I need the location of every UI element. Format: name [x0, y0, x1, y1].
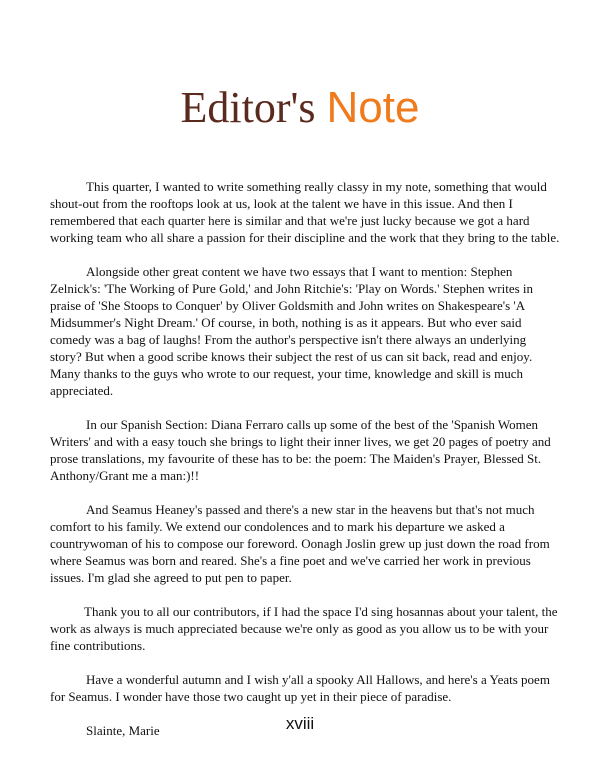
paragraph-spanish-section: In our Spanish Section: Diana Ferraro calls up some of the best of the 'Spanish Women Writers' and with a easy touch she brings to light their inner lives, we get 20 pages of poetry and prose translations, my favourite of these has to be: the poem: The Maiden's Prayer, Blessed St. Anthony/Grant me a man:)!!	[50, 417, 551, 483]
page-number: xviii	[285, 714, 315, 733]
editor-note-body	[50, 178, 560, 739]
page-title	[0, 80, 600, 136]
paragraph-essays: Alongside other great content we have two essays that I want to mention: Stephen Zelnick's: 'The Working of Pure Gold,' and John Ritchie's: 'Play on Words.' Stephen writes in praise of 'She Stoops to Conquer' by Oliver Goldsmith and John writes on Shakespeare's 'A Midsummer's Night Dream.' Of course, in both, nothing is as it appears. But who ever said comedy was a bag of laughs! From the author's perspective isn't there always an underlying story? But when a good scribe knows their subject the rest of us can sit back, read and enjoy. Many thanks to the guys who wrote to our request, your time, knowledge and skill is much appreciated.	[50, 264, 534, 398]
signoff: Slainte, Marie	[86, 723, 160, 738]
paragraph-thanks: Thank you to all our contributors, if I had the space I'd sing hosannas about your talent, the work as always is much appreciated because we're only as good as you allow us to be with your fine contributions.	[50, 604, 558, 653]
title-editors-word: Editor's	[180, 83, 316, 132]
paragraph-intro: This quarter, I wanted to write something really classy in my note, something that would shout-out from the rooftops look at us, look at the talent we have in this issue. And then I remembered that each quarter here is similar and that we're just lucky because we got a hard working team who all share a passion for their discipline and the work that they bring to the table.	[50, 179, 560, 245]
paragraph-seamus-heaney: And Seamus Heaney's passed and there's a new star in the heavens but that's not much comfort to his family. We extend our condolences and to mark his departure we asked a countrywoman of his to compose our foreword. Oonagh Joslin grew up just down the road from where Seamus was born and reared. She's a fine poet and we've carried her work in previous issues. I'm glad she agreed to put pen to paper.	[50, 502, 550, 585]
paragraph-closing: Have a wonderful autumn and I wish y'all a spooky All Hallows, and here's a Yeats poem for Seamus. I wonder have those two caught up yet in their piece of paradise.	[50, 672, 550, 704]
title-note-word: Note	[326, 83, 420, 132]
